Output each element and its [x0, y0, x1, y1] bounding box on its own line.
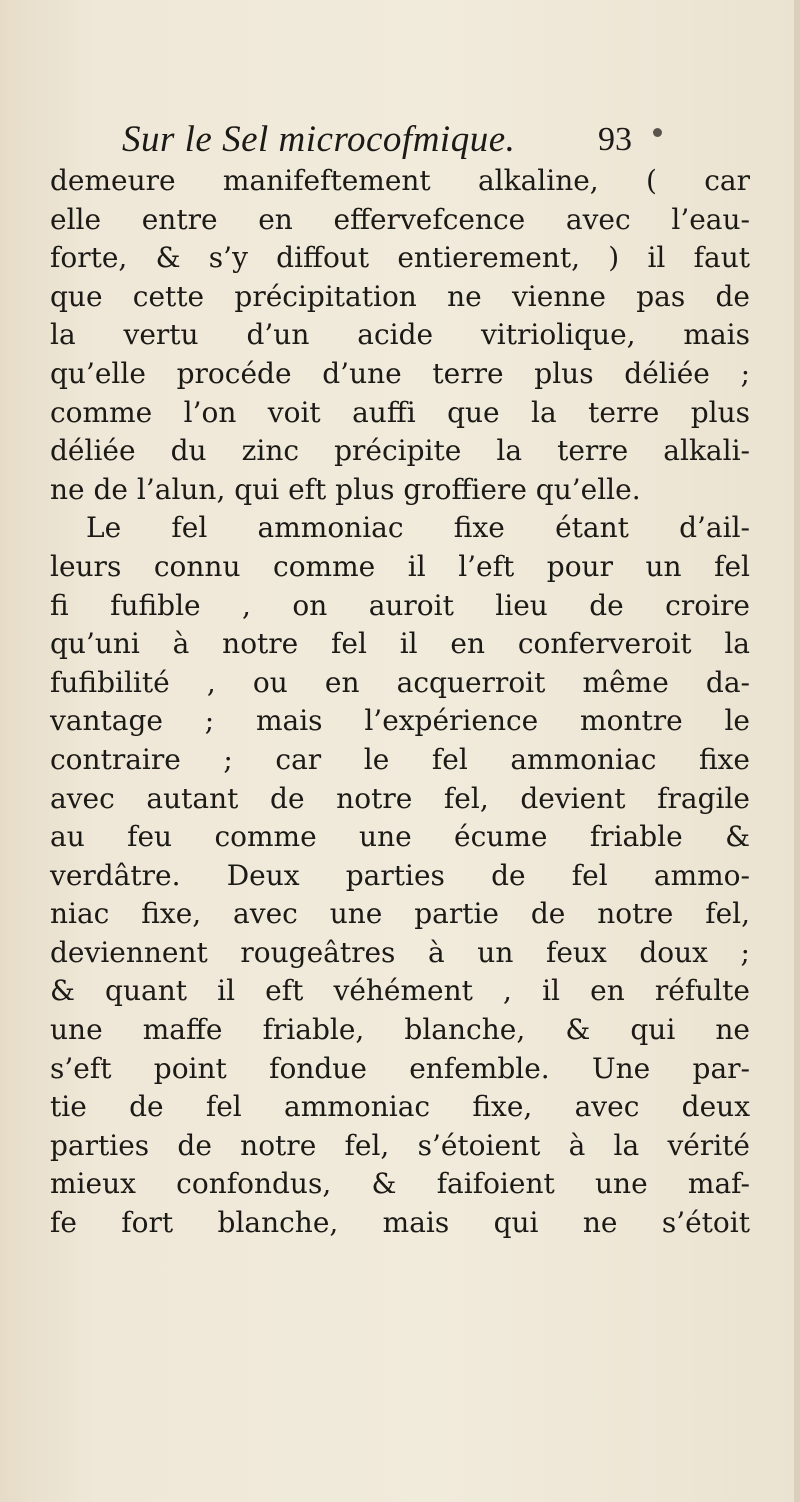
text-line: forte, & s’y diffout entierement, ) il faut: [50, 241, 750, 275]
page-edge: [794, 0, 800, 1502]
page-header: [122, 118, 632, 168]
text-line: tie de fel ammoniac fixe, avec deux: [50, 1090, 750, 1124]
text-line: niac fixe, avec une partie de notre fel,: [50, 897, 750, 931]
text-line: & quant il eft véhément , il en réfulte: [50, 974, 750, 1008]
text-line: contraire ; car le fel ammoniac fixe: [50, 742, 750, 776]
text-line: fufibilité , ou en acquerroit même da-: [50, 665, 750, 699]
text-line: mieux confondus, & faifoient une maf-: [50, 1167, 750, 1201]
text-line: déliée du zinc précipite la terre alkali-: [50, 434, 750, 468]
ink-spot: [653, 128, 662, 137]
text-line: ne de l’alun, qui eft plus groffiere qu’elle.: [50, 472, 641, 506]
text-line: vantage ; mais l’expérience montre le: [50, 704, 750, 738]
text-line: qu’elle procéde d’une terre plus déliée ;: [50, 356, 750, 390]
text-line: que cette précipitation ne vienne pas de: [50, 279, 750, 313]
running-title: Sur le Sel microcofmique.: [122, 119, 516, 160]
text-line: qu’uni à notre fel il en conferveroit la: [50, 627, 750, 661]
text-line: deviennent rougeâtres à un feux doux ;: [50, 935, 750, 969]
text-line: fi fufible , on auroit lieu de croire: [50, 588, 750, 622]
text-line: leurs connu comme il l’eft pour un fel: [50, 549, 750, 583]
text-line: une maffe friable, blanche, & qui ne: [50, 1013, 750, 1047]
text-line: demeure manifeftement alkaline, ( car: [50, 164, 750, 197]
text-line: comme l’on voit auffi que la terre plus: [50, 395, 750, 429]
text-line: au feu comme une écume friable &: [50, 820, 750, 854]
page-number: 93: [598, 121, 632, 158]
paragraph-start-line: Le fel ammoniac fixe étant d’ail-: [86, 511, 750, 545]
text-line: verdâtre. Deux parties de fel ammo-: [50, 858, 750, 892]
text-line: avec autant de notre fel, devient fragile: [50, 781, 750, 815]
text-line: s’eft point fondue enfemble. Une par-: [50, 1051, 750, 1085]
text-line: la vertu d’un acide vitriolique, mais: [50, 318, 750, 352]
text-line: fe fort blanche, mais qui ne s’étoit: [50, 1206, 750, 1240]
text-line: parties de notre fel, s’étoient à la vérité: [50, 1128, 750, 1162]
body-text: [50, 162, 750, 1243]
text-line: elle entre en effervefcence avec l’eau-: [50, 202, 750, 236]
